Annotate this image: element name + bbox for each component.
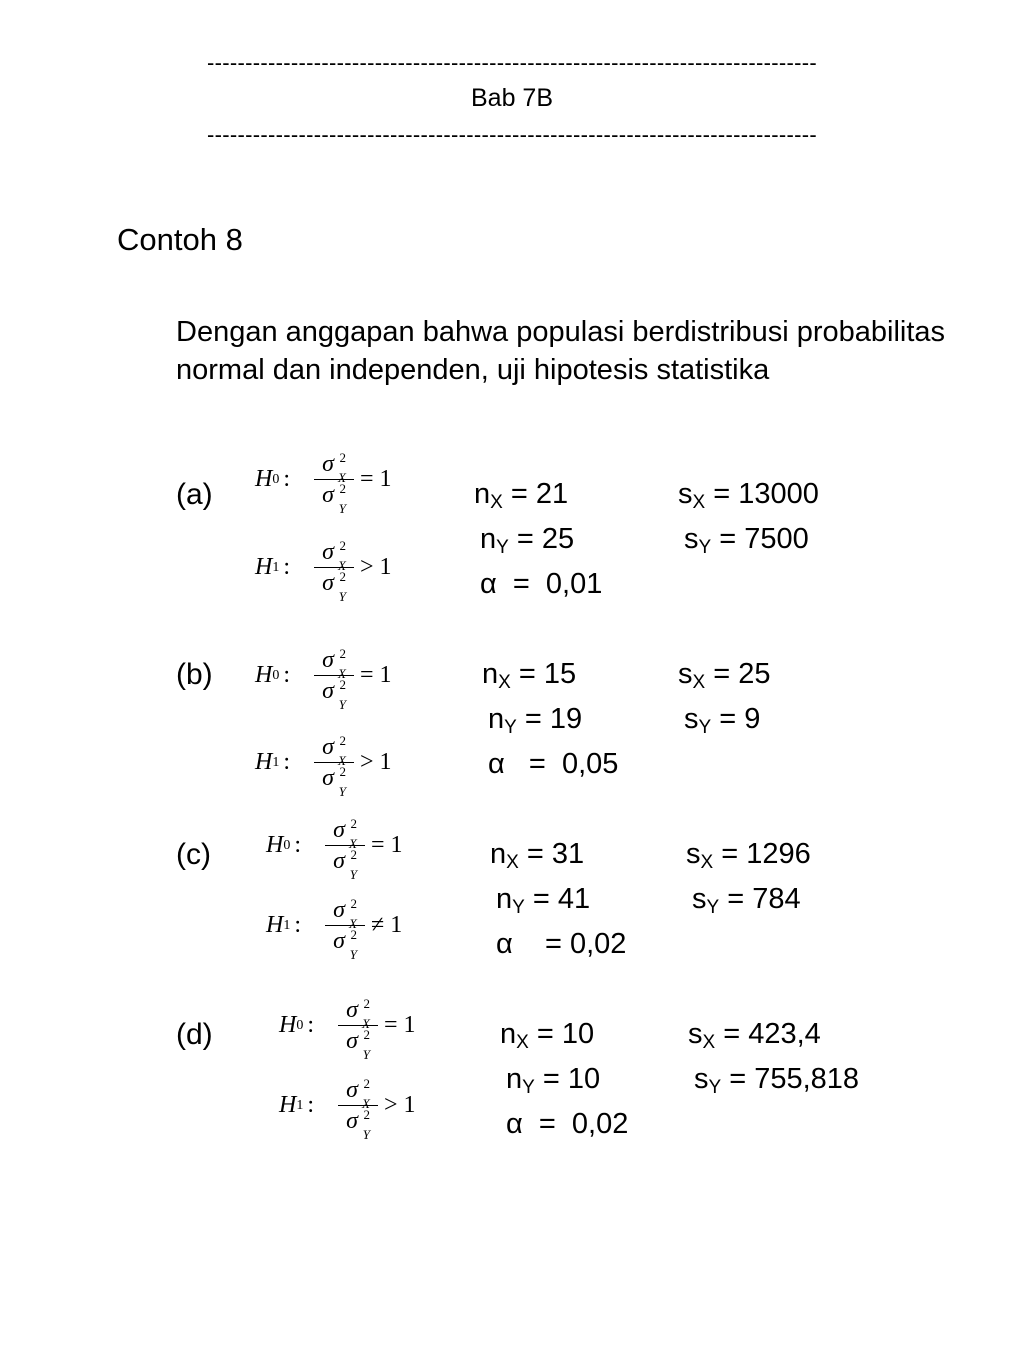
sigma-term: σ 2 Y bbox=[322, 766, 346, 790]
hypothesis-symbol: H bbox=[255, 466, 273, 492]
subscript: Y bbox=[362, 1047, 370, 1062]
subscript: X bbox=[700, 852, 714, 873]
relation: = 1 bbox=[360, 466, 392, 492]
fraction-bar bbox=[325, 925, 365, 926]
alternative-hypothesis bbox=[279, 1076, 416, 1142]
subscript: X bbox=[498, 672, 511, 693]
sigma-term: σ 2 X bbox=[322, 735, 346, 759]
null-hypothesis bbox=[255, 646, 392, 712]
variance-ratio bbox=[314, 733, 354, 799]
exponent: 2 bbox=[339, 646, 346, 661]
hypothesis-symbol: H bbox=[255, 554, 273, 580]
exponent: 2 bbox=[339, 450, 346, 465]
colon: : bbox=[294, 912, 302, 938]
problem-label: (a) bbox=[176, 478, 213, 511]
subscript: X bbox=[361, 1016, 370, 1031]
sigma-term: σ 2 Y bbox=[333, 849, 357, 873]
hypothesis-index: 0 bbox=[272, 667, 280, 683]
subscript: X bbox=[692, 492, 706, 513]
sample-stdev-x: $s_X = 1296$ bbox=[686, 838, 811, 873]
fraction-bar bbox=[314, 479, 354, 480]
subscript: X bbox=[506, 852, 519, 873]
problem-intro: Dengan anggapan bahwa populasi berdistribusi probabilitas normal dan independen, uji hipotesis statistika bbox=[176, 316, 946, 386]
subscript: X bbox=[692, 672, 706, 693]
subscript: Y bbox=[496, 537, 509, 558]
sample-stdev-y: $s_Y = 755,818$ bbox=[694, 1063, 860, 1098]
exponent: 2 bbox=[363, 1076, 370, 1091]
sigma-term: σ 2 Y bbox=[322, 679, 346, 703]
subscript: Y bbox=[338, 697, 346, 712]
variance-ratio bbox=[314, 646, 354, 712]
exponent: 2 bbox=[339, 677, 346, 692]
colon: : bbox=[283, 749, 291, 775]
hypothesis-symbol: H bbox=[266, 912, 284, 938]
exponent: 2 bbox=[350, 847, 357, 862]
hypothesis-index: 0 bbox=[296, 1017, 304, 1033]
subscript: Y bbox=[362, 1127, 370, 1142]
header-rule-bottom: -------------------------------------------------------------------------------- bbox=[206, 124, 818, 146]
exponent: 2 bbox=[363, 1107, 370, 1122]
fraction-bar bbox=[314, 567, 354, 568]
hypothesis-index: 1 bbox=[296, 1097, 304, 1113]
sample-size-y: $n_Y = 25$ bbox=[480, 523, 575, 558]
relation: > 1 bbox=[360, 554, 392, 580]
subscript: X bbox=[348, 916, 357, 931]
exponent: 2 bbox=[339, 538, 346, 553]
subscript: Y bbox=[512, 897, 525, 918]
significance-level: α = 0,01 bbox=[480, 568, 603, 600]
hypothesis-symbol: H bbox=[255, 662, 273, 688]
hypothesis-symbol: H bbox=[255, 749, 273, 775]
hypothesis-index: 0 bbox=[272, 471, 280, 487]
sample-stdev-y: $s_Y = 7500$ bbox=[684, 523, 809, 558]
subscript: Y bbox=[706, 897, 720, 918]
sample-size-x: $n_X = 15$ bbox=[482, 658, 577, 693]
header-rule-top: -------------------------------------------------------------------------------- bbox=[206, 52, 818, 74]
alternative-hypothesis bbox=[266, 896, 403, 962]
sample-size-x: $n_X = 10$ bbox=[500, 1018, 595, 1053]
fraction-bar bbox=[325, 845, 365, 846]
variance-ratio bbox=[325, 896, 365, 962]
sigma-term: σ 2 X bbox=[322, 540, 346, 564]
variance-ratio bbox=[325, 816, 365, 882]
subscript: X bbox=[361, 1096, 370, 1111]
subscript: X bbox=[337, 470, 346, 485]
sample-stdev-x: $s_X = 25$ bbox=[678, 658, 771, 693]
fraction-bar bbox=[314, 762, 354, 763]
subscript: X bbox=[702, 1032, 716, 1053]
sample-size-x: $n_X = 21$ bbox=[474, 478, 569, 513]
sigma-term: σ 2 X bbox=[346, 998, 370, 1022]
fraction-bar bbox=[338, 1105, 378, 1106]
hypothesis-symbol: H bbox=[279, 1012, 297, 1038]
colon: : bbox=[307, 1012, 315, 1038]
sigma-term: σ 2 Y bbox=[346, 1029, 370, 1053]
null-hypothesis bbox=[279, 996, 416, 1062]
hypothesis-index: 1 bbox=[272, 559, 280, 575]
subscript: Y bbox=[522, 1077, 535, 1098]
exponent: 2 bbox=[339, 733, 346, 748]
subscript: X bbox=[337, 753, 346, 768]
exponent: 2 bbox=[363, 1027, 370, 1042]
exponent: 2 bbox=[363, 996, 370, 1011]
sample-stdev-x: $s_X = 13000$ bbox=[678, 478, 819, 513]
sample-size-y: $n_Y = 41$ bbox=[496, 883, 591, 918]
sigma-term: σ 2 X bbox=[333, 818, 357, 842]
exponent: 2 bbox=[339, 481, 346, 496]
fraction-bar bbox=[314, 675, 354, 676]
problem-label: (b) bbox=[176, 658, 213, 691]
significance-level: α = 0,05 bbox=[488, 748, 619, 780]
subscript: X bbox=[337, 666, 346, 681]
subscript: X bbox=[516, 1032, 529, 1053]
relation: = 1 bbox=[371, 832, 403, 858]
chapter-title: Bab 7B bbox=[470, 84, 553, 112]
subscript: Y bbox=[338, 784, 346, 799]
sample-size-y: $n_Y = 19$ bbox=[488, 703, 583, 738]
sigma-term: σ 2 X bbox=[322, 452, 346, 476]
sample-stdev-x: $s_X = 423,4$ bbox=[688, 1018, 821, 1053]
subscript: Y bbox=[504, 717, 517, 738]
subscript: Y bbox=[349, 947, 357, 962]
subscript: Y bbox=[338, 501, 346, 516]
subscript: Y bbox=[708, 1077, 722, 1098]
variance-ratio bbox=[338, 996, 378, 1062]
hypothesis-index: 1 bbox=[272, 754, 280, 770]
significance-level: α = 0,02 bbox=[506, 1108, 629, 1140]
exponent: 2 bbox=[339, 569, 346, 584]
subscript: X bbox=[337, 558, 346, 573]
variance-ratio bbox=[314, 450, 354, 516]
sigma-term: σ 2 Y bbox=[333, 929, 357, 953]
sigma-term: σ 2 X bbox=[346, 1078, 370, 1102]
relation: > 1 bbox=[384, 1092, 416, 1118]
sigma-term: σ 2 Y bbox=[322, 571, 346, 595]
subscript: Y bbox=[698, 537, 712, 558]
sigma-term: σ 2 X bbox=[322, 648, 346, 672]
hypothesis-index: 0 bbox=[283, 837, 291, 853]
colon: : bbox=[283, 466, 291, 492]
sample-size-x: $n_X = 31$ bbox=[490, 838, 585, 873]
null-hypothesis bbox=[266, 816, 403, 882]
subscript: Y bbox=[349, 867, 357, 882]
sample-stdev-y: $s_Y = 784$ bbox=[692, 883, 801, 918]
example-heading: Contoh 8 bbox=[117, 222, 243, 257]
exponent: 2 bbox=[350, 896, 357, 911]
sample-size-y: $n_Y = 10$ bbox=[506, 1063, 601, 1098]
exponent: 2 bbox=[350, 816, 357, 831]
variance-ratio bbox=[338, 1076, 378, 1142]
sample-stdev-y: $s_Y = 9$ bbox=[684, 703, 761, 738]
colon: : bbox=[283, 662, 291, 688]
colon: : bbox=[283, 554, 291, 580]
fraction-bar bbox=[338, 1025, 378, 1026]
exponent: 2 bbox=[350, 927, 357, 942]
subscript: X bbox=[490, 492, 503, 513]
relation: ≠ 1 bbox=[371, 912, 403, 938]
subscript: Y bbox=[338, 589, 346, 604]
colon: : bbox=[307, 1092, 315, 1118]
null-hypothesis bbox=[255, 450, 392, 516]
sigma-term: σ 2 X bbox=[333, 898, 357, 922]
problem-label: (d) bbox=[176, 1018, 213, 1051]
variance-ratio bbox=[314, 538, 354, 604]
hypothesis-index: 1 bbox=[283, 917, 291, 933]
hypothesis-symbol: H bbox=[266, 832, 284, 858]
sigma-term: σ 2 Y bbox=[322, 483, 346, 507]
problem-label: (c) bbox=[176, 838, 211, 871]
relation: = 1 bbox=[384, 1012, 416, 1038]
alternative-hypothesis bbox=[255, 538, 392, 604]
exponent: 2 bbox=[339, 764, 346, 779]
significance-level: α = 0,02 bbox=[496, 928, 627, 960]
sigma-term: σ 2 Y bbox=[346, 1109, 370, 1133]
alternative-hypothesis bbox=[255, 733, 392, 799]
subscript: X bbox=[348, 836, 357, 851]
hypothesis-symbol: H bbox=[279, 1092, 297, 1118]
relation: = 1 bbox=[360, 662, 392, 688]
colon: : bbox=[294, 832, 302, 858]
subscript: Y bbox=[698, 717, 712, 738]
relation: > 1 bbox=[360, 749, 392, 775]
